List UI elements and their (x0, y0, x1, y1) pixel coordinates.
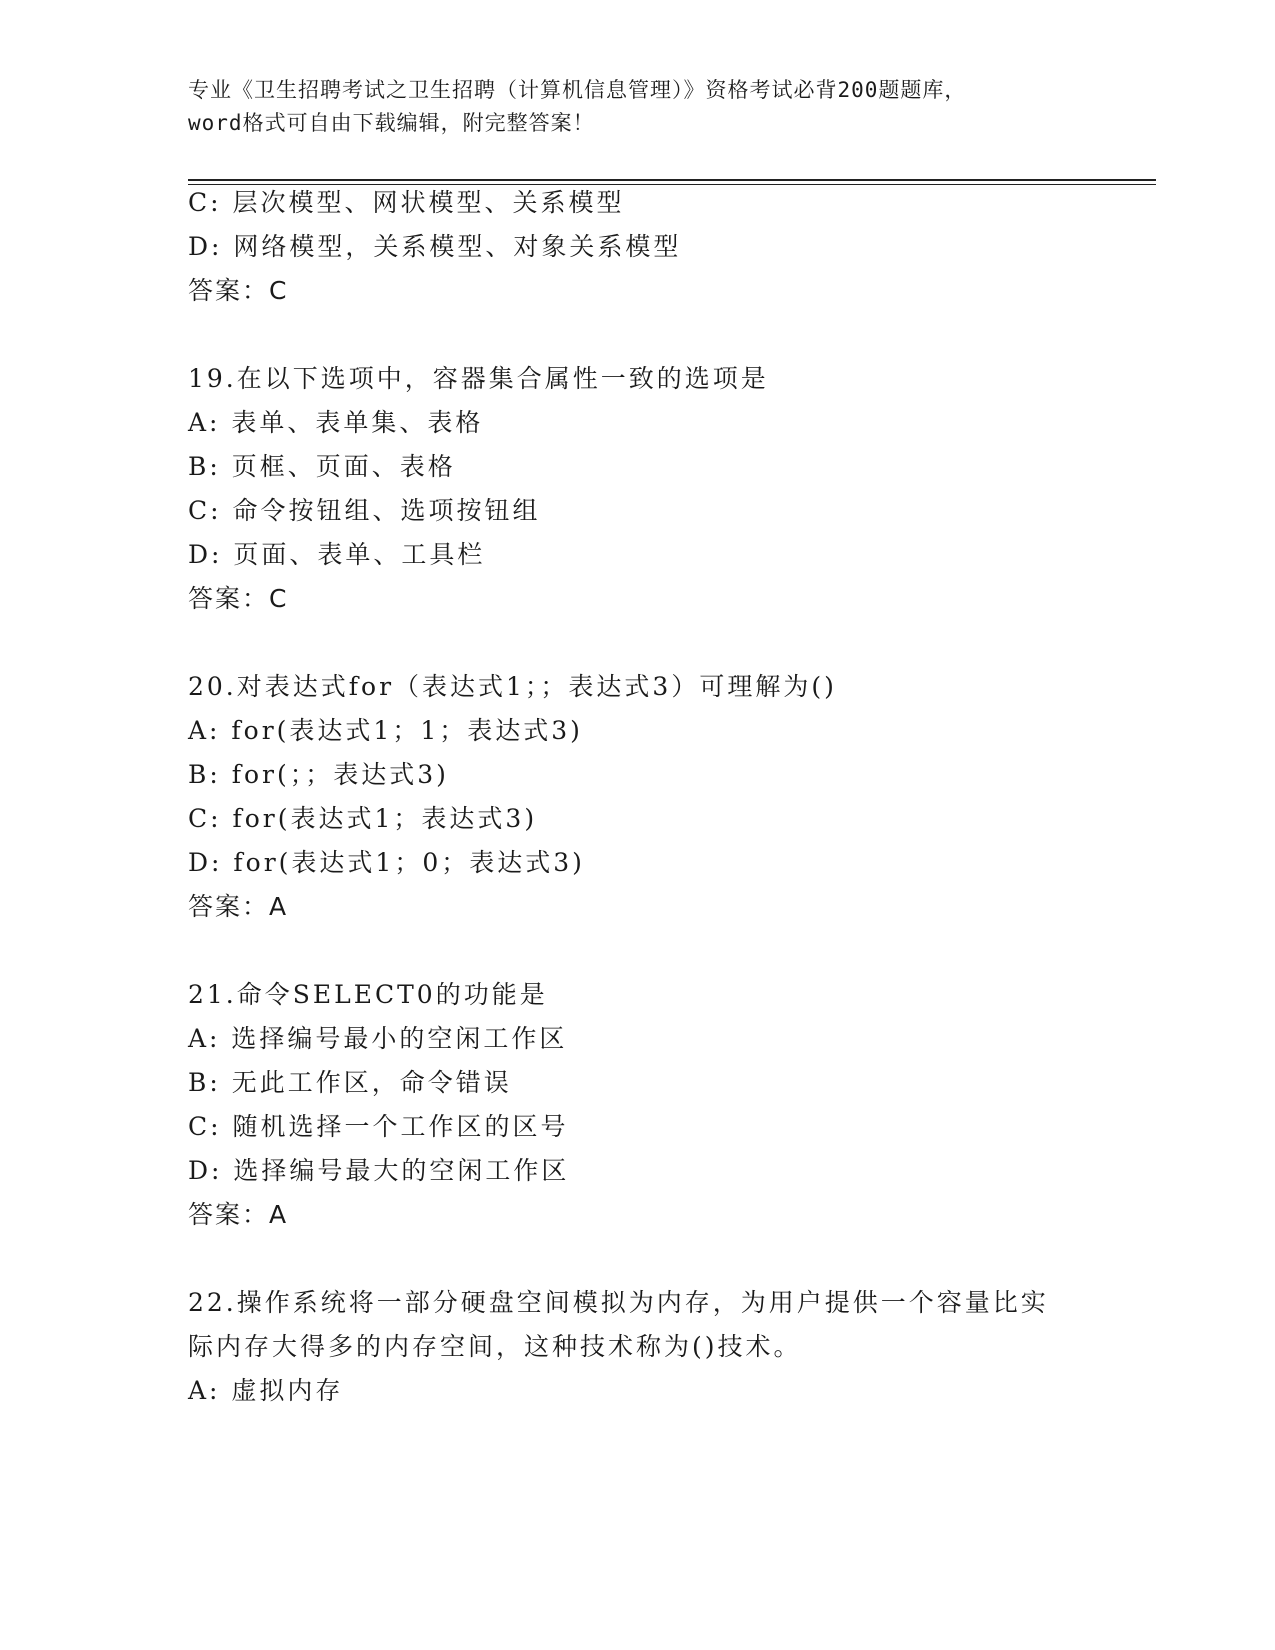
q20-option-d: D: for(表达式1；0；表达式3) (188, 848, 585, 877)
q19-option-c: C: 命令按钮组、选项按钮组 (188, 496, 541, 525)
q21-option-a: A: 选择编号最小的空闲工作区 (188, 1024, 568, 1053)
q20-option-b: B: for(；；表达式3) (188, 760, 449, 789)
q21-option-d: D: 选择编号最大的空闲工作区 (188, 1156, 570, 1185)
q21-option-c: C: 随机选择一个工作区的区号 (188, 1112, 569, 1141)
question-20: 20.对表达式for（表达式1；；表达式3）可理解为() (188, 672, 837, 701)
q20-option-a: A: for(表达式1；1；表达式3) (188, 716, 583, 745)
q21-option-b: B: 无此工作区，命令错误 (188, 1068, 512, 1097)
header-divider-thin (188, 184, 1156, 185)
question-22-line-2: 际内存大得多的内存空间，这种技术称为()技术。 (188, 1332, 802, 1361)
header-line-2: word格式可自由下载编辑，附完整答案！ (188, 111, 595, 135)
q20-answer: 答案：A (188, 892, 289, 921)
option-d-line: D: 网络模型，关系模型、对象关系模型 (188, 232, 682, 261)
header-line-1: 专业《卫生招聘考试之卫生招聘（计算机信息管理）》资格考试必背200题题库， (188, 78, 967, 102)
header-divider-thick (188, 179, 1156, 181)
q19-option-d: D: 页面、表单、工具栏 (188, 540, 486, 569)
q22-option-a: A: 虚拟内存 (188, 1376, 344, 1405)
question-19: 19.在以下选项中，容器集合属性一致的选项是 (188, 364, 769, 393)
question-21: 21.命令SELECT0的功能是 (188, 980, 548, 1009)
option-c-line: C: 层次模型、网状模型、关系模型 (188, 188, 625, 217)
q21-answer: 答案：A (188, 1200, 289, 1229)
document-header (188, 74, 1088, 140)
q19-option-b: B: 页框、页面、表格 (188, 452, 456, 481)
q20-option-c: C: for(表达式1；表达式3) (188, 804, 538, 833)
question-22-line-1: 22.操作系统将一部分硬盘空间模拟为内存，为用户提供一个容量比实 (188, 1288, 1049, 1317)
answer-line: 答案：C (188, 276, 289, 305)
q19-option-a: A: 表单、表单集、表格 (188, 408, 484, 437)
q19-answer: 答案：C (188, 584, 289, 613)
